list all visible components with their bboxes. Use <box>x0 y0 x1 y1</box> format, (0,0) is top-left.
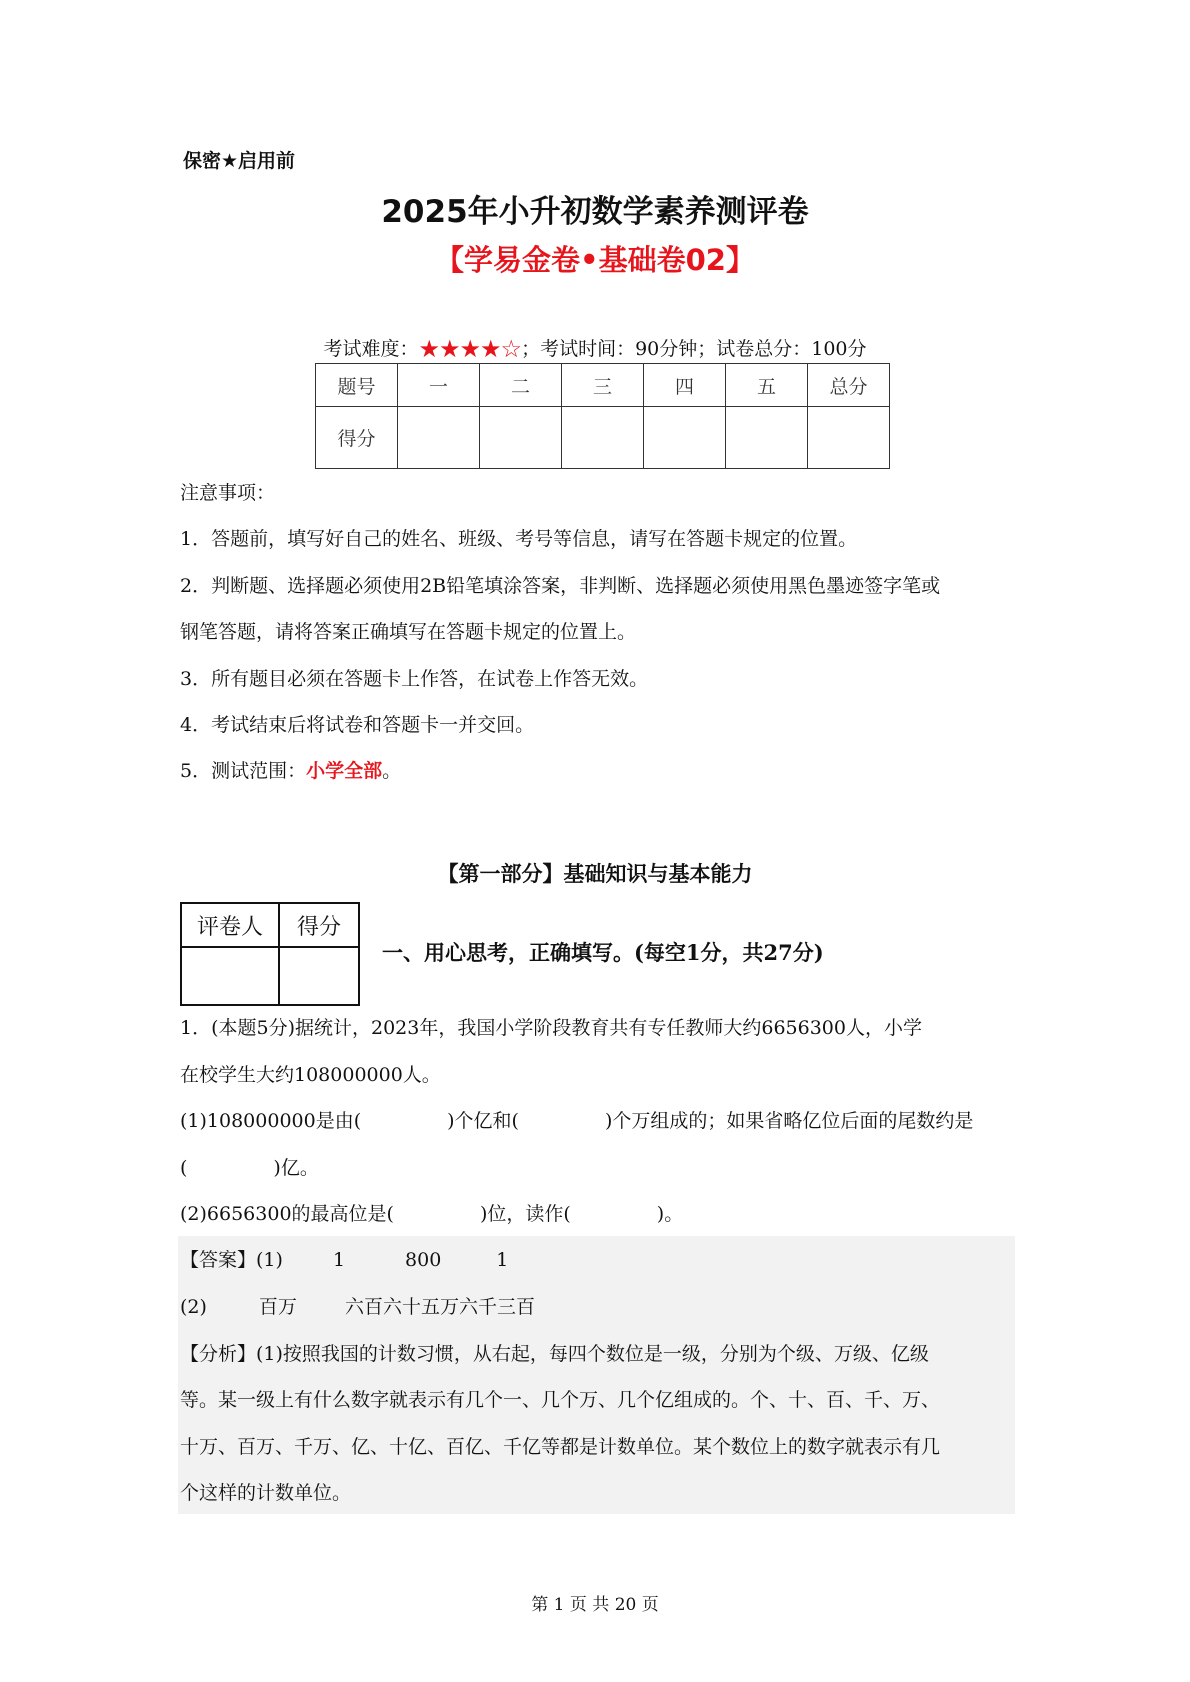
sub2-part: (2)6656300的最高位是( <box>180 1203 394 1225</box>
star-empty-icon: ☆ <box>500 335 522 363</box>
difficulty-stars <box>418 335 521 363</box>
scope-prefix: 5．测试范围： <box>180 760 307 782</box>
score-table <box>315 363 890 469</box>
answer-part: (1) <box>256 1249 283 1271</box>
grader-table <box>180 902 360 1006</box>
analysis-line: 十万、百万、千万、亿、十亿、百亿、千亿等都是计数单位。某个数位上的数字就表示有几 <box>180 1436 941 1458</box>
answer-value: 800 <box>405 1249 442 1271</box>
score-header: 五 <box>726 364 808 407</box>
score-cell <box>644 407 726 469</box>
grader-cell <box>181 947 279 1005</box>
answer-box <box>178 1236 1015 1514</box>
confidential-label: 保密★启用前 <box>183 150 296 172</box>
note-item: 钢笔答题，请将答案正确填写在答题卡规定的位置上。 <box>180 621 637 643</box>
score-cell <box>480 407 562 469</box>
note-item-scope <box>180 756 401 783</box>
grader-label: 评卷人 <box>181 903 279 947</box>
grader-score-label: 得分 <box>279 903 359 947</box>
question-text: 1．(本题5分)据统计，2023年，我国小学阶段教育共有专任教师大约6656300人，小学 <box>180 1017 922 1039</box>
difficulty-label: 考试难度： <box>323 338 419 360</box>
time-info: ；考试时间：90分钟；试卷总分：100分 <box>521 338 867 360</box>
sub1-part: )个亿和( <box>447 1110 519 1132</box>
answer-value: 六百六十五万六千三百 <box>344 1296 535 1318</box>
star-filled-icon: ★ <box>480 335 501 363</box>
sub1-part: )亿。 <box>273 1157 319 1179</box>
scope-suffix: 。 <box>382 760 402 782</box>
note-item: 3．所有题目必须在答题卡上作答，在试卷上作答无效。 <box>180 668 649 690</box>
sub1-part: ( <box>180 1157 188 1179</box>
score-header: 三 <box>562 364 644 407</box>
exam-meta <box>0 334 1190 363</box>
answer-label: 【答案】 <box>180 1249 257 1271</box>
question-sub1-cont <box>180 1153 319 1180</box>
score-header: 四 <box>644 364 726 407</box>
analysis-line: 等。某一级上有什么数字就表示有几个一、几个万、几个亿组成的。个、十、百、千、万、 <box>180 1389 941 1411</box>
score-cell <box>808 407 890 469</box>
answer-line-2 <box>180 1292 535 1319</box>
answer-value: 百万 <box>258 1296 297 1318</box>
score-header: 二 <box>480 364 562 407</box>
sub2-part: )位，读作( <box>479 1203 571 1225</box>
score-row-label: 得分 <box>316 407 398 469</box>
answer-line-1 <box>180 1245 508 1272</box>
star-filled-icon: ★ <box>418 335 439 363</box>
page-footer: 第 1 页 共 20 页 <box>531 1595 659 1615</box>
sub1-part: (1)108000000是由( <box>180 1110 362 1132</box>
analysis-line: 个这样的计数单位。 <box>180 1482 352 1504</box>
note-item: 1．答题前，填写好自己的姓名、班级、考号等信息，请写在答题卡规定的位置。 <box>180 528 858 550</box>
exam-subtitle: 【学易金卷•基础卷02】 <box>435 243 755 277</box>
score-header: 题号 <box>316 364 398 407</box>
sub1-part: )个万组成的；如果省略亿位后面的尾数约是 <box>604 1110 974 1132</box>
star-filled-icon: ★ <box>439 335 460 363</box>
section-title: 一、用心思考，正确填写。(每空1分，共27分) <box>382 940 824 965</box>
score-header: 一 <box>398 364 480 407</box>
score-cell <box>562 407 644 469</box>
answer-value: 1 <box>496 1249 509 1271</box>
question-sub2 <box>180 1199 683 1226</box>
score-cell <box>726 407 808 469</box>
analysis-line: 【分析】(1)按照我国的计数习惯，从右起，每四个数位是一级，分别为个级、万级、亿级 <box>180 1343 929 1365</box>
answer-part: (2) <box>180 1296 207 1318</box>
question-text: 在校学生大约108000000人。 <box>180 1064 441 1086</box>
note-item: 4．考试结束后将试卷和答题卡一并交回。 <box>180 714 535 736</box>
question-sub1 <box>180 1106 973 1133</box>
notes-title: 注意事项： <box>180 482 276 504</box>
part-title: 【第一部分】基础知识与基本能力 <box>437 862 753 886</box>
score-cell <box>398 407 480 469</box>
grader-score-cell <box>279 947 359 1005</box>
note-item: 2．判断题、选择题必须使用2B铅笔填涂答案，非判断、选择题必须使用黑色墨迹签字笔或 <box>180 575 941 597</box>
sub2-part: )。 <box>656 1203 684 1225</box>
star-filled-icon: ★ <box>459 335 481 363</box>
score-header: 总分 <box>808 364 890 407</box>
exam-title: 2025年小升初数学素养测评卷 <box>381 194 809 230</box>
answer-value: 1 <box>332 1249 346 1271</box>
scope-highlight: 小学全部 <box>306 760 383 782</box>
